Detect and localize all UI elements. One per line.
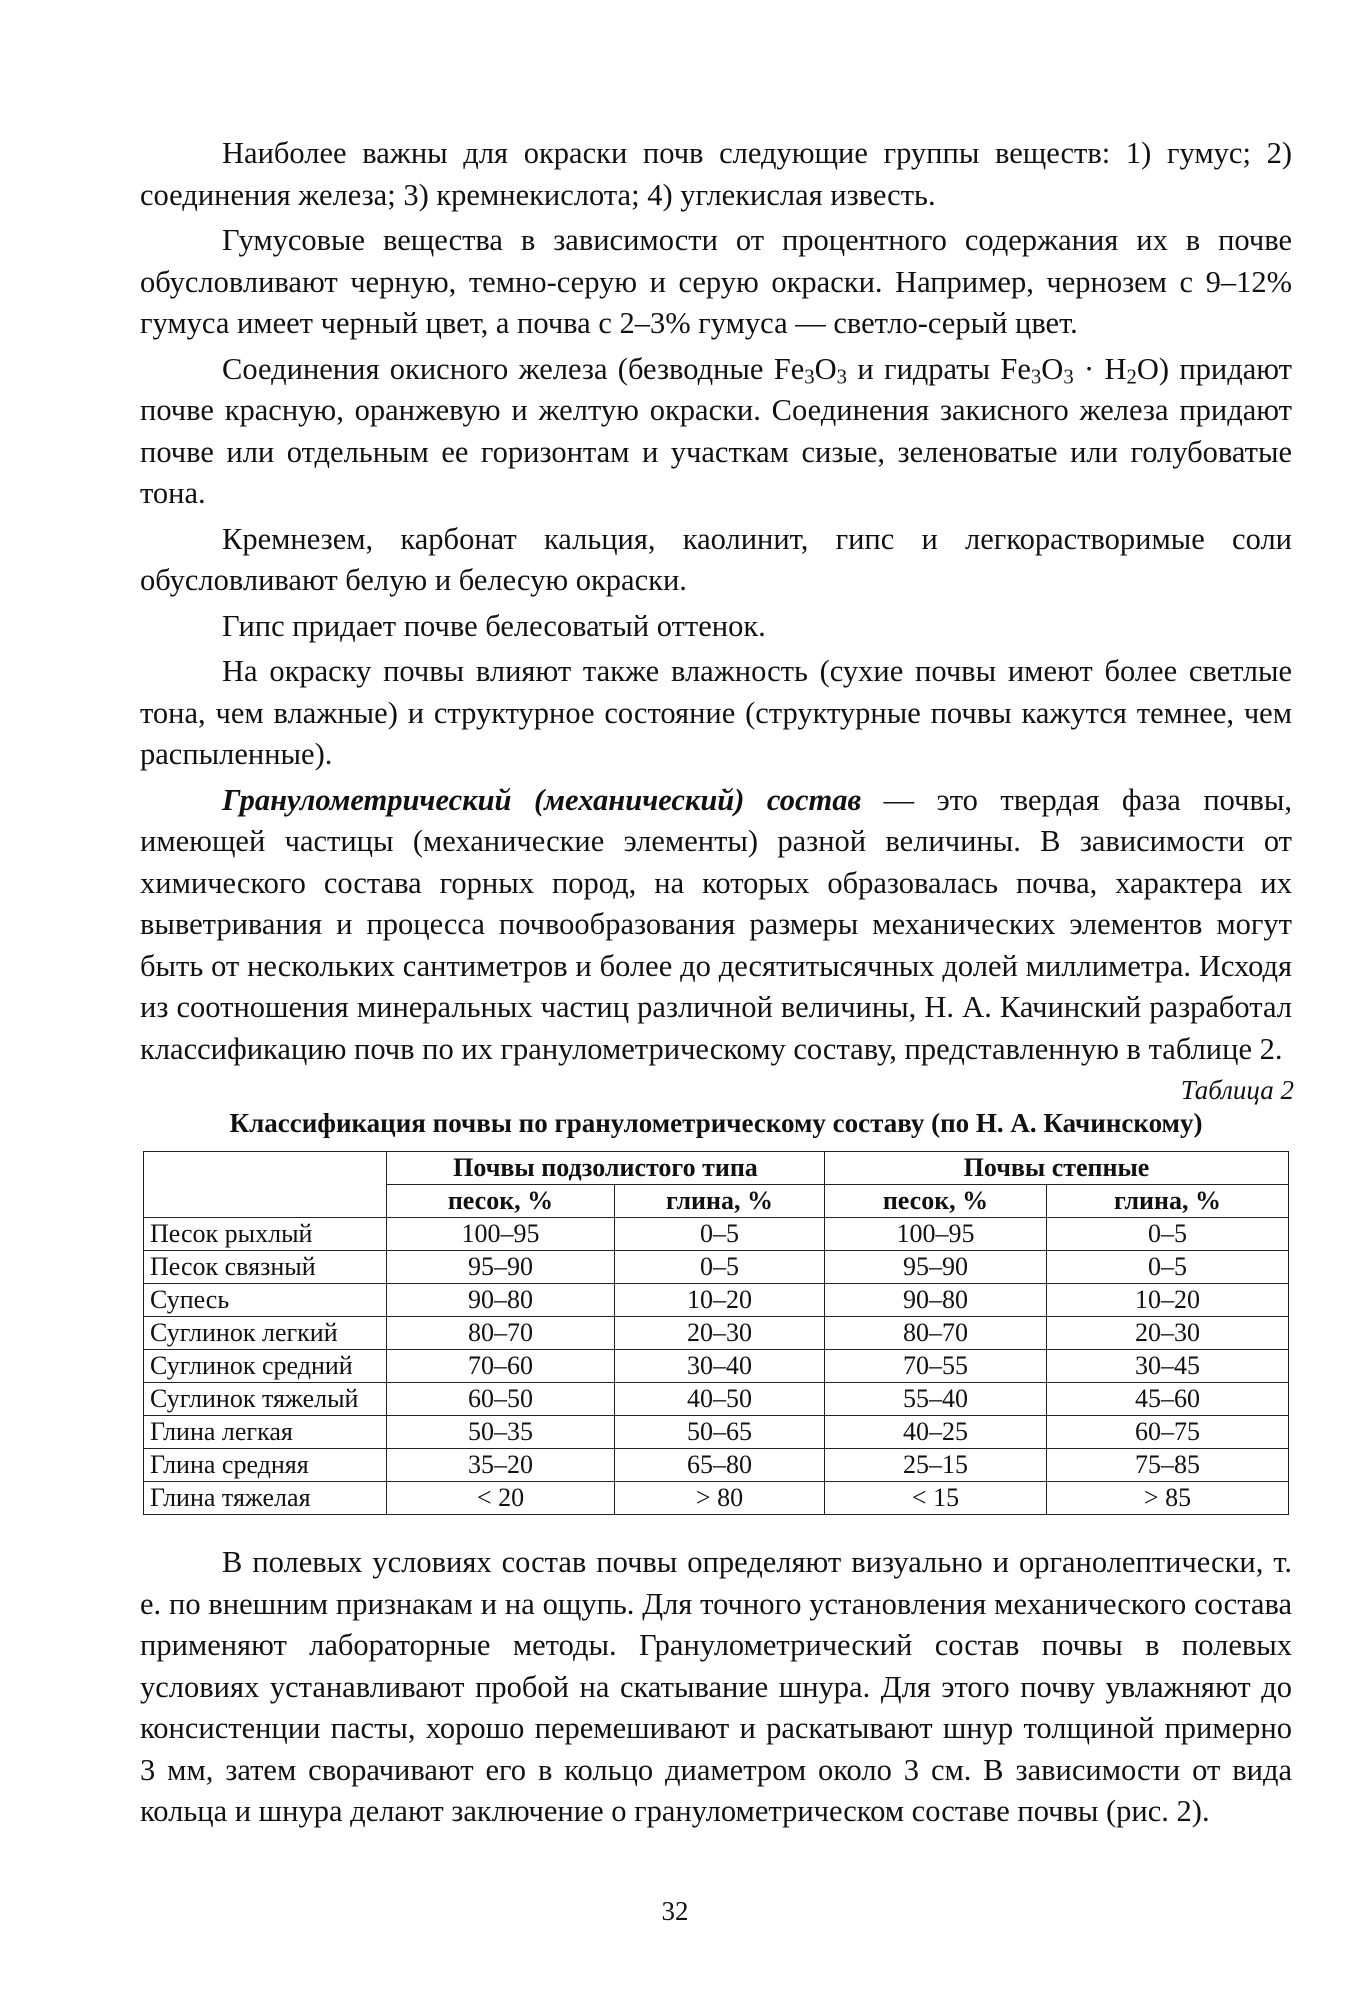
paragraph-color-groups: Наиболее важны для окраски почв следующие группы веществ: 1) гумус; 2) соединения железа; 3) кремнекислота; 4) углекислая известь. bbox=[140, 136, 1292, 212]
group-header-podzolic: Почвы подзолистого типа bbox=[387, 1152, 825, 1185]
table-group-header-row bbox=[144, 1152, 1289, 1185]
paragraph-gypsum: Гипс придает почве белесоватый оттенок. bbox=[222, 608, 766, 643]
page-number: 32 bbox=[661, 1896, 689, 1926]
value-cell: 65–80 bbox=[615, 1449, 825, 1482]
value-cell: 50–35 bbox=[387, 1416, 615, 1449]
soil-type-cell: Песок связный bbox=[144, 1251, 387, 1284]
table-row bbox=[144, 1416, 1289, 1449]
table-row bbox=[144, 1218, 1289, 1251]
value-cell: 100–95 bbox=[387, 1218, 615, 1251]
soil-type-cell: Глина легкая bbox=[144, 1416, 387, 1449]
table-row bbox=[144, 1350, 1289, 1383]
value-cell: 40–50 bbox=[615, 1383, 825, 1416]
soil-type-cell: Суглинок средний bbox=[144, 1350, 387, 1383]
paragraph-iron: Соединения окисного железа (безводные $Fe_3O_3$ и гидраты $Fe_3O_3 \cdot H_2O$) придают почве красную, оранжевую и желтую окраски. Соединения закисного железа придают почве или отдельным ее горизонтам и участкам сизые, зеленоватые или голубоватые тона. bbox=[140, 351, 1292, 510]
value-cell: 100–95 bbox=[825, 1218, 1047, 1251]
value-cell: > 85 bbox=[1047, 1482, 1289, 1515]
value-cell: 20–30 bbox=[1047, 1317, 1289, 1350]
table-row bbox=[144, 1383, 1289, 1416]
sub-header-cell: песок, % bbox=[387, 1185, 615, 1218]
paragraph-moisture: На окраску почвы влияют также влажность (сухие почвы имеют более светлые тона, чем влажные) и структурное состояние (структурные почвы кажутся темнее, чем распыленные). bbox=[140, 654, 1292, 771]
soil-type-cell: Песок рыхлый bbox=[144, 1218, 387, 1251]
paragraph-granulometric: Гранулометрический (механический) состав — это твердая фаза почвы, имеющей частицы (механические элементы) разной величины. В зависимости от химического состава горных пород, на которых образовалась почва, характера их выветривания и процесса почвообразования размеры механических элементов могут быть от нескольких сантиметров и более до десятитысячных долей миллиметра. Исходя из соотношения минеральных частиц различной величины, Н. А. Качинский разработал классификацию почв по их гранулометрическому составу, представленную в таблице 2. bbox=[140, 782, 1292, 1066]
value-cell: 45–60 bbox=[1047, 1383, 1289, 1416]
value-cell: 60–75 bbox=[1047, 1416, 1289, 1449]
soil-type-cell: Суглинок тяжелый bbox=[144, 1383, 387, 1416]
value-cell: 95–90 bbox=[387, 1251, 615, 1284]
soil-type-cell: Глина тяжелая bbox=[144, 1482, 387, 1515]
value-cell: 75–85 bbox=[1047, 1449, 1289, 1482]
value-cell: 80–70 bbox=[825, 1317, 1047, 1350]
table-row bbox=[144, 1317, 1289, 1350]
table-sub-header-row bbox=[144, 1185, 1289, 1218]
value-cell: 60–50 bbox=[387, 1383, 615, 1416]
value-cell: 95–90 bbox=[825, 1251, 1047, 1284]
value-cell: 0–5 bbox=[615, 1251, 825, 1284]
group-header-steppe: Почвы степные bbox=[825, 1152, 1289, 1185]
value-cell: 0–5 bbox=[615, 1218, 825, 1251]
table-title: Классификация почвы по гранулометрическому составу (по Н. А. Качинскому) bbox=[229, 1108, 1203, 1138]
table-label: Таблица 2 bbox=[1180, 1075, 1294, 1105]
table-corner-cell bbox=[144, 1152, 387, 1185]
value-cell: 55–40 bbox=[825, 1383, 1047, 1416]
soil-type-cell: Супесь bbox=[144, 1284, 387, 1317]
value-cell: > 80 bbox=[615, 1482, 825, 1515]
soil-classification-table bbox=[143, 1151, 1289, 1515]
table-corner-cell-lower bbox=[144, 1185, 387, 1218]
value-cell: 40–25 bbox=[825, 1416, 1047, 1449]
table-row bbox=[144, 1482, 1289, 1515]
value-cell: 25–15 bbox=[825, 1449, 1047, 1482]
table-body bbox=[144, 1218, 1289, 1515]
value-cell: 50–65 bbox=[615, 1416, 825, 1449]
soil-type-cell: Суглинок легкий bbox=[144, 1317, 387, 1350]
value-cell: 90–80 bbox=[387, 1284, 615, 1317]
value-cell: 70–60 bbox=[387, 1350, 615, 1383]
value-cell: < 15 bbox=[825, 1482, 1047, 1515]
value-cell: 30–45 bbox=[1047, 1350, 1289, 1383]
table-row bbox=[144, 1284, 1289, 1317]
paragraph-field-methods: В полевых условиях состав почвы определяют визуально и органолептически, т. е. по внешним признакам и на ощупь. Для точного установления механического состава применяют лабораторные методы. Гранулометрический состав почвы в полевых условиях устанавливают пробой на скатывание шнура. Для этого почву увлажняют до консистенции пасты, хорошо перемешивают и раскатывают шнур толщиной примерно 3 мм, затем сворачивают его в кольцо диаметром около 3 см. В зависимости от вида кольца и шнура делают заключение о гранулометрическом составе почвы (рис. 2). bbox=[140, 1545, 1292, 1828]
soil-type-cell: Глина средняя bbox=[144, 1449, 387, 1482]
value-cell: 20–30 bbox=[615, 1317, 825, 1350]
value-cell: 0–5 bbox=[1047, 1218, 1289, 1251]
value-cell: 35–20 bbox=[387, 1449, 615, 1482]
sub-header-cell: глина, % bbox=[615, 1185, 825, 1218]
paragraph-humus: Гумусовые вещества в зависимости от процентного содержания их в почве обусловливают черную, темно-серую и серую окраски. Например, чернозем с 9–12% гумуса имеет черный цвет, а почва с 2–3% гумуса — светло-серый цвет. bbox=[140, 223, 1292, 340]
value-cell: 30–40 bbox=[615, 1350, 825, 1383]
sub-header-cell: песок, % bbox=[825, 1185, 1047, 1218]
value-cell: 90–80 bbox=[825, 1284, 1047, 1317]
value-cell: 10–20 bbox=[1047, 1284, 1289, 1317]
value-cell: 0–5 bbox=[1047, 1251, 1289, 1284]
paragraph-silica: Кремнезем, карбонат кальция, каолинит, гипс и легкорастворимые соли обусловливают белую и белесую окраски. bbox=[140, 521, 1292, 597]
value-cell: < 20 bbox=[387, 1482, 615, 1515]
value-cell: 80–70 bbox=[387, 1317, 615, 1350]
body-text-bottom bbox=[140, 1542, 1292, 1833]
table-row bbox=[144, 1449, 1289, 1482]
table-row bbox=[144, 1251, 1289, 1284]
value-cell: 70–55 bbox=[825, 1350, 1047, 1383]
value-cell: 10–20 bbox=[615, 1284, 825, 1317]
term-granulometric: Гранулометрический (механический) состав bbox=[222, 782, 862, 817]
sub-header-cell: глина, % bbox=[1047, 1185, 1289, 1218]
body-text-top bbox=[140, 133, 1292, 1070]
